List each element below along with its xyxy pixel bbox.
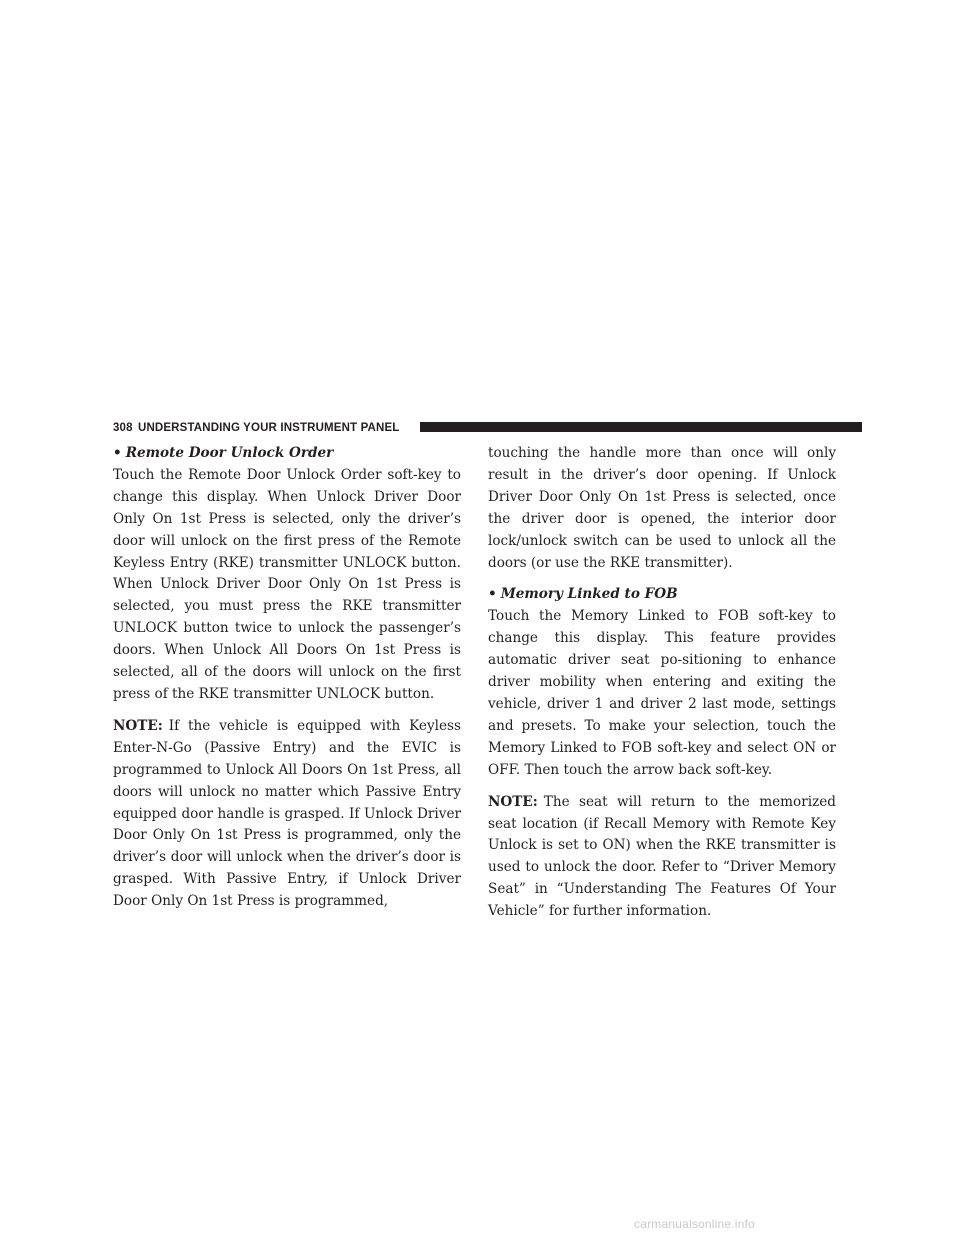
bullet-icon: • xyxy=(113,445,122,461)
paragraph-memory-linked: Touch the Memory Linked to FOB soft-key to change this display. This feature provides automatic driver seat po-sitioning to enhance driver mobility when entering and exiting the vehicle, driver 1 and driver 2 last mode, settings and presets. To make your selection, touch the Memory Linked to FOB soft-key and select ON or OFF. Then touch the arrow back soft-key. xyxy=(488,608,836,778)
section-title: UNDERSTANDING YOUR INSTRUMENT PANEL xyxy=(138,422,400,434)
note-text: The seat will return to the memorized seat location (if Recall Memory with Remote Key Unlock is set to ON) when the RKE transmitter is used to unlock the door. Refer to “Driver Memory Seat” in “Understanding The Features Of Your Vehicle” for further information. xyxy=(488,793,836,920)
left-column xyxy=(113,443,461,913)
note-text: If the vehicle is equipped with Keyless Enter-N-Go (Passive Entry) and the EVIC is programmed to Unlock All Doors On 1st Press, all doors will unlock no matter which Passive Entry equipped door handle is grasped. If Unlock Driver Door Only On 1st Press is programmed, only the driver’s door will unlock when the driver’s door is grasped. With Passive Entry, if Unlock Driver Door Only On 1st Press is programmed, xyxy=(113,717,461,910)
heading-text: Remote Door Unlock Order xyxy=(125,445,334,461)
right-column xyxy=(488,443,836,923)
watermark-text: carmanualsonline.info xyxy=(634,1217,755,1231)
bullet-heading-remote-door-unlock xyxy=(113,443,461,465)
note-passive-entry xyxy=(113,716,461,913)
note-label: NOTE: xyxy=(488,793,538,810)
heading-text: Memory Linked to FOB xyxy=(500,586,678,603)
note-label: NOTE: xyxy=(113,717,163,734)
header-rule xyxy=(420,422,862,432)
page-number: 308 xyxy=(113,422,133,434)
bullet-heading-memory-linked xyxy=(488,584,836,606)
note-seat-return xyxy=(488,792,836,923)
page-header xyxy=(113,419,862,437)
paragraph-remote-door-unlock: Touch the Remote Door Unlock Order soft-key to change this display. When Unlock Driver Door Only On 1st Press is selected, only the driver’s door will unlock on the first press of the Remote Keyless Entry (RKE) transmitter UNLOCK button. When Unlock Driver Door Only On 1st Press is selected, you must press the RKE transmitter UNLOCK button twice to unlock the passenger’s doors. When Unlock All Doors On 1st Press is selected, all of the doors will unlock on the first press of the RKE transmitter UNLOCK button. xyxy=(113,466,461,702)
bullet-icon: • xyxy=(488,586,497,603)
paragraph-continuation: touching the handle more than once will only result in the driver’s door opening. If Unlock Driver Door Only On 1st Press is selected, once the driver door is opened, the interior door lock/unlock switch can be used to unlock all the doors (or use the RKE transmitter). xyxy=(488,445,836,571)
